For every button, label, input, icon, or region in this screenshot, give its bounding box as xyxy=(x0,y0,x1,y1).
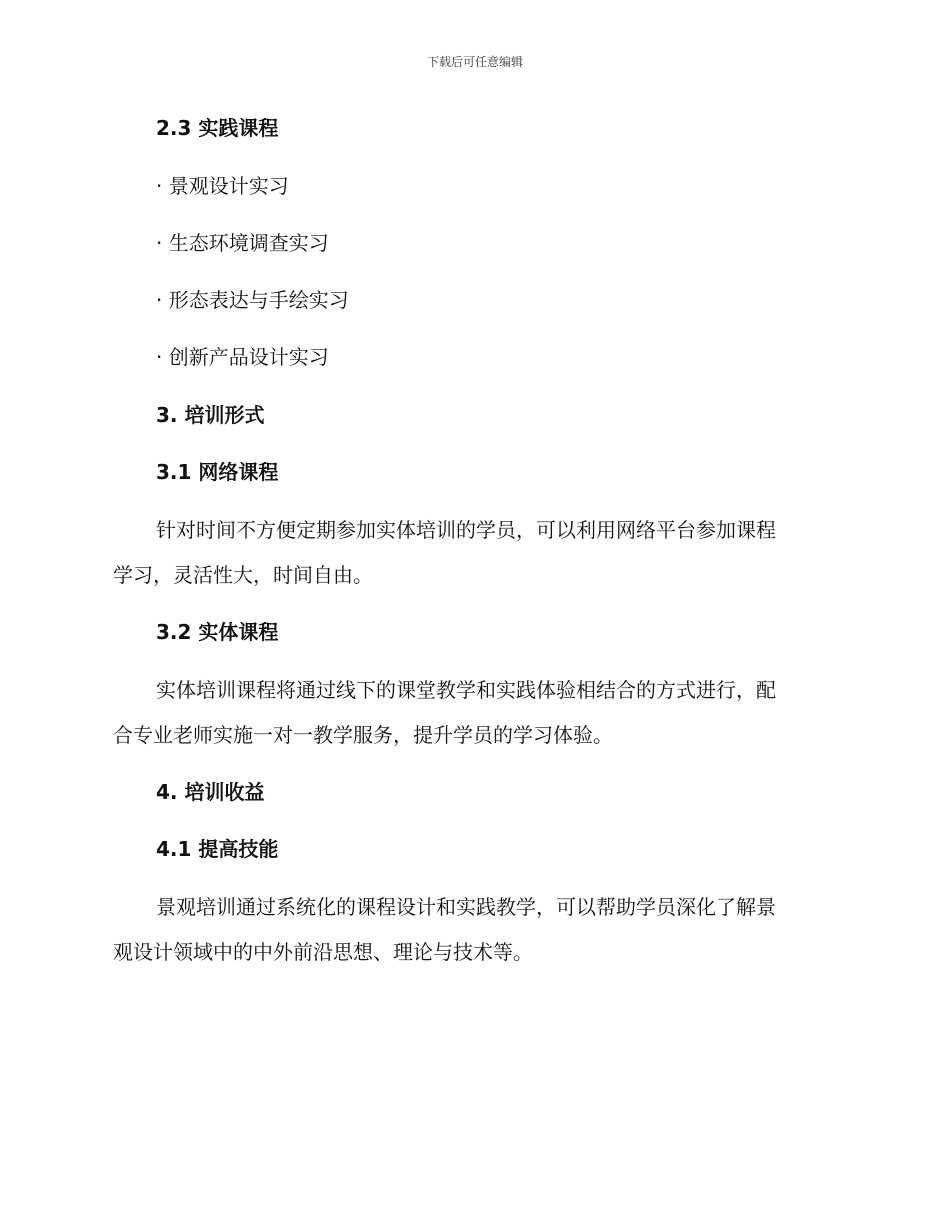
section-heading-3-1: 3.1 网络课程 xyxy=(156,460,279,484)
section-heading-3-2: 3.2 实体课程 xyxy=(156,620,279,644)
section-heading-4: 4. 培训收益 xyxy=(156,780,265,804)
section-heading-3: 3. 培训形式 xyxy=(156,403,265,427)
paragraph-line: 景观培训通过系统化的课程设计和实践教学，可以帮助学员深化了解景 xyxy=(156,895,776,919)
paragraph-line: 实体培训课程将通过线下的课堂教学和实践体验相结合的方式进行，配 xyxy=(156,678,776,702)
list-item: · 创新产品设计实习 xyxy=(156,345,329,369)
section-heading-4-1: 4.1 提高技能 xyxy=(156,837,279,861)
paragraph-line: 针对时间不方便定期参加实体培训的学员，可以利用网络平台参加课程 xyxy=(156,518,776,542)
list-item: · 生态环境调查实习 xyxy=(156,231,329,255)
paragraph-line: 合专业老师实施一对一教学服务，提升学员的学习体验。 xyxy=(113,723,613,747)
section-heading-2-3: 2.3 实践课程 xyxy=(156,116,279,140)
list-item: · 景观设计实习 xyxy=(156,174,289,198)
list-item: · 形态表达与手绘实习 xyxy=(156,288,349,312)
page-header: 下载后可任意编辑 xyxy=(426,55,523,69)
paragraph-line: 观设计领域中的中外前沿思想、理论与技术等。 xyxy=(113,940,533,964)
paragraph-line: 学习，灵活性大，时间自由。 xyxy=(113,563,373,587)
